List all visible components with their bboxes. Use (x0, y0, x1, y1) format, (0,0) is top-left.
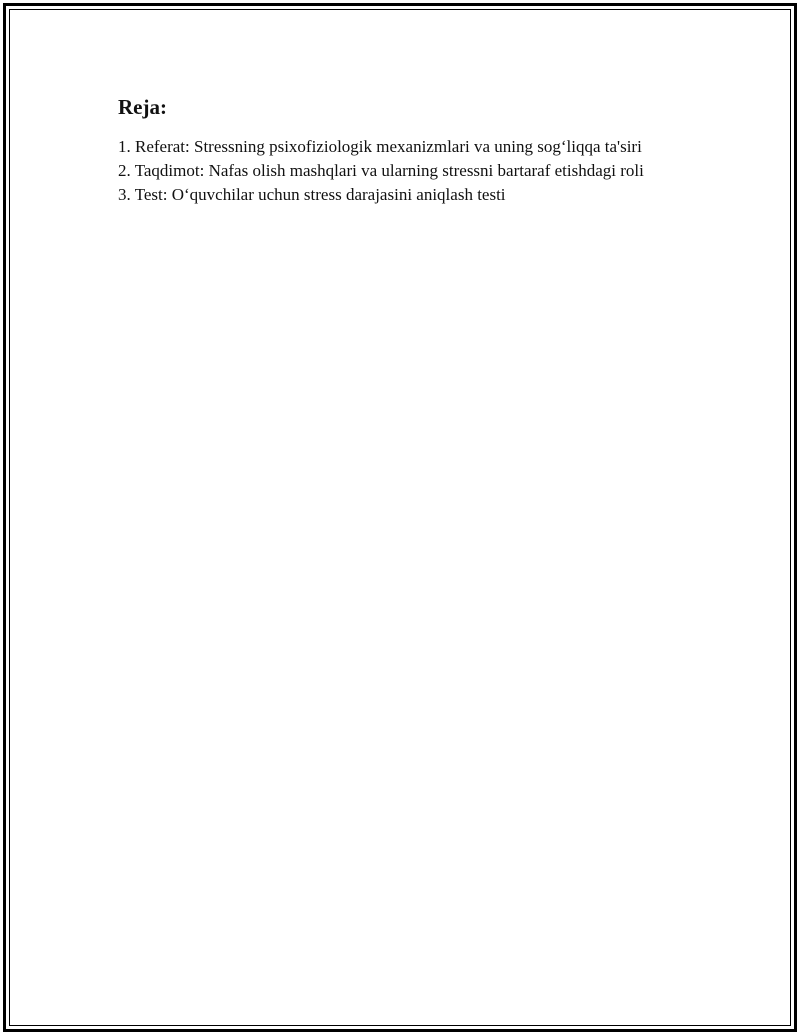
plan-item-2: 2. Taqdimot: Nafas olish mashqlari va ularning stressni bartaraf etishdagi roli (118, 161, 644, 180)
plan-item-3: 3. Test: O‘quvchilar uchun stress darajasini aniqlash testi (118, 185, 506, 204)
plan-heading: Reja: (118, 95, 167, 119)
page-content (118, 93, 698, 207)
plan-item-1: 1. Referat: Stressning psixofiziologik mexanizmlari va uning sog‘liqqa ta'siri (118, 137, 642, 156)
plan-list (118, 135, 698, 207)
